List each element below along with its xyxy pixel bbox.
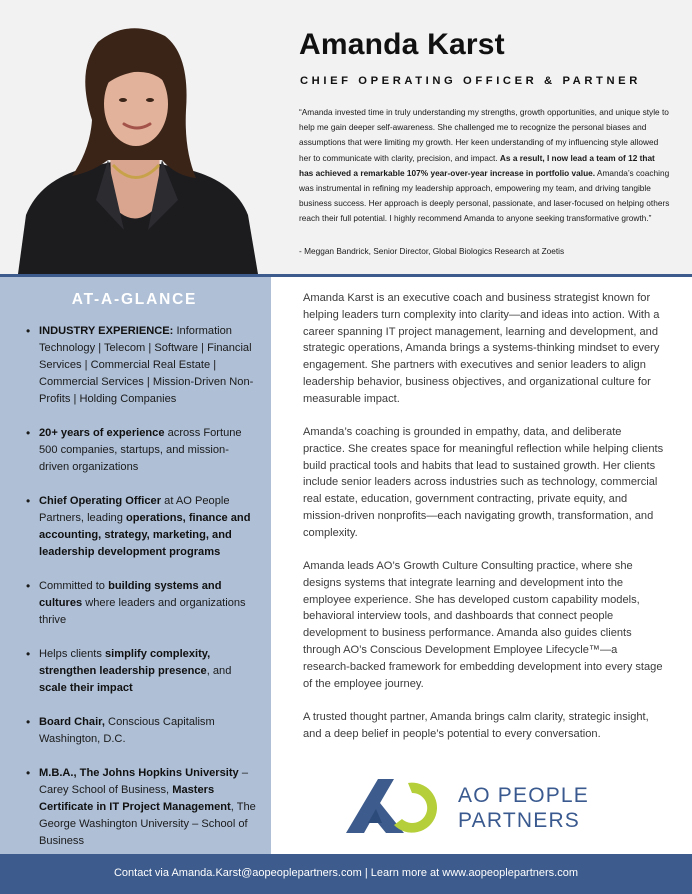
at-a-glance-list — [26, 323, 258, 867]
at-a-glance-heading: AT-A-GLANCE — [71, 291, 198, 308]
job-title: CHIEF OPERATING OFFICER & PARTNER — [300, 75, 641, 87]
bio-paragraph-2: Amanda’s coaching is grounded in empathy, data, and deliberate practice. She creates space for meaningful reflection while helping clients build practical tools and habits that lead to sustained growth. Her clients include senior leaders across industries such as technology, commercial real estate, education, government contracting, private equity, and mission-driven nonprofits—each navigating growth, transformation, and complexity. — [303, 425, 664, 539]
glance-item-text: – Carey School of Business, — [39, 767, 248, 796]
bio-paragraph-4: A trusted thought partner, Amanda brings calm clarity, strategic insight, and a deep belief in people’s potential to every conversation. — [303, 710, 649, 740]
glance-item-bold: scale their impact — [39, 682, 133, 694]
glance-item-text: Committed to — [39, 580, 109, 592]
biography — [303, 290, 665, 759]
glance-item-education — [26, 765, 258, 850]
glance-item-text: Information Technology | Telecom | Software | Financial Services | Commercial Real Estate | Commercial Services | Mission-Driven Non-Profits | Holding Companies — [39, 325, 254, 405]
glance-item-coo-role — [26, 493, 258, 561]
glance-item-bold: 20+ years of experience — [39, 427, 165, 439]
glance-item-bold: M.B.A., The Johns Hopkins University — [39, 767, 239, 779]
testimonial-text-part1: “Amanda invested time in truly understanding my strengths, growth opportunities, and unique style to help me gain deeper self-awareness. She challenged me to recognize the personal biases and assumptions that were limiting my growth. Her keen understanding of my influencing style allowed her to communicate with clarity, precision, and impact. — [299, 107, 669, 163]
glance-item-client-impact — [26, 646, 258, 697]
glance-item-text: across Fortune 500 companies, startups, and mission-driven organizations — [39, 427, 242, 473]
company-logo — [346, 777, 596, 837]
person-name: Amanda Karst — [299, 28, 505, 61]
at-a-glance-sidebar — [0, 277, 271, 854]
contact-footer — [0, 854, 692, 894]
glance-item-industry-experience — [26, 323, 258, 408]
glance-item-bold: Board Chair, — [39, 716, 105, 728]
glance-item-years-experience — [26, 425, 258, 476]
glance-item-board-chair — [26, 714, 258, 748]
glance-item-bold: simplify complexity, strengthen leadership presence — [39, 648, 211, 677]
company-name — [458, 783, 589, 833]
testimonial-attribution: - Meggan Bandrick, Senior Director, Global Biologics Research at Zoetis — [299, 246, 565, 256]
bio-paragraph-1: Amanda Karst is an executive coach and business strategist known for helping leaders turn complexity into clarity—and ideas into action. With a career spanning IT project management, learning and development, and strategic operations, Amanda brings a systems-thinking mindset to every engagement. She partners with executives and senior leaders to align leadership behavior, business objectives, and organizational culture for measurable impact. — [303, 292, 660, 405]
glance-item-bold: building systems and cultures — [39, 580, 222, 609]
glance-item-bold: Chief Operating Officer — [39, 495, 162, 507]
testimonial-highlight: As a result, I now lead a team of 12 that has achieved a remarkable 107% year-over-year increase in portfolio value. — [299, 152, 655, 178]
testimonial-text-part2: Amanda’s coaching was instrumental in refining my leadership approach, empowering my team, and driving tangible business success. Her approach is deeply personal, passionate, and laser-focused on helping others reach their full potential. I highly recommend Amanda to anyone seeking transformative growth.” — [299, 167, 670, 224]
glance-item-text: at AO People Partners, leading — [39, 495, 230, 524]
glance-item-text: , and — [206, 665, 232, 677]
testimonial-quote — [299, 105, 671, 227]
portrait-photo — [0, 0, 270, 274]
glance-item-bold: Masters Certificate in IT Project Management — [39, 784, 231, 813]
glance-item-bold: operations, finance and accounting, strategy, marketing, and leadership development programs — [39, 512, 251, 558]
company-name-line1: AO PEOPLE — [458, 784, 590, 807]
profile-header — [0, 0, 692, 274]
contact-info: Contact via Amanda.Karst@aopeoplepartners.com | Learn more at www.aopeoplepartners.com — [113, 867, 579, 879]
glance-item-systems-cultures — [26, 578, 258, 629]
glance-item-bold: INDUSTRY EXPERIENCE: — [39, 325, 174, 337]
glance-item-text: where leaders and organizations thrive — [39, 597, 246, 626]
portrait-illustration — [0, 0, 270, 274]
bio-paragraph-3: Amanda leads AO’s Growth Culture Consulting practice, where she designs systems that integrate learning and development into the employee experience. She has developed custom capability models, behavioral interview tools, and dashboards that connect people development to business performance. Amanda also guides clients through AO’s Conscious Development Employee Lifecycle™—a research-backed framework for embedding development into every stage of the employee journey. — [303, 559, 663, 690]
company-name-line2: PARTNERS — [458, 809, 581, 832]
glance-item-text: , The George Washington University – School of Business — [39, 801, 256, 847]
glance-item-text: Conscious Capitalism Washington, D.C. — [39, 716, 215, 745]
glance-item-text: Helps clients — [39, 648, 105, 660]
ao-logo-icon — [346, 777, 442, 835]
